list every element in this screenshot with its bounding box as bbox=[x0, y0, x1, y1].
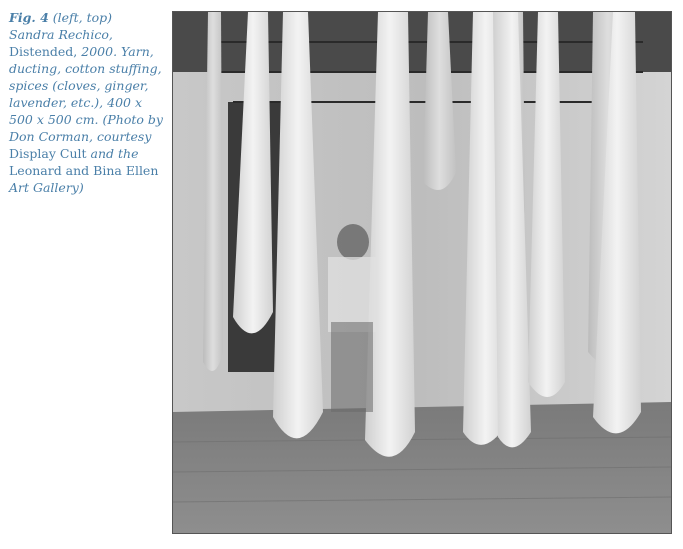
position-note: (left, top) bbox=[48, 10, 113, 25]
and-the: and the bbox=[86, 146, 139, 161]
figure-number: Fig. 4 bbox=[9, 10, 49, 25]
installation-photo bbox=[172, 11, 672, 534]
artwork-title: Distended, bbox=[9, 44, 78, 59]
artist-name: Sandra Rechico, bbox=[9, 27, 113, 42]
photo-illustration bbox=[173, 12, 671, 533]
gallery-name: Leonard and Bina Ellen bbox=[9, 163, 159, 178]
gallery-suffix: Art Gallery) bbox=[9, 180, 84, 195]
courtesy-organization: Display Cult bbox=[9, 146, 87, 161]
figure-caption bbox=[9, 9, 169, 196]
year-and-materials: 2000. Yarn, ducting, cotton stuffing, spices (cloves, ginger, lavender, etc.), 400 x 500 x 500 cm. (Photo by Don Corman, courtesy bbox=[9, 44, 163, 144]
